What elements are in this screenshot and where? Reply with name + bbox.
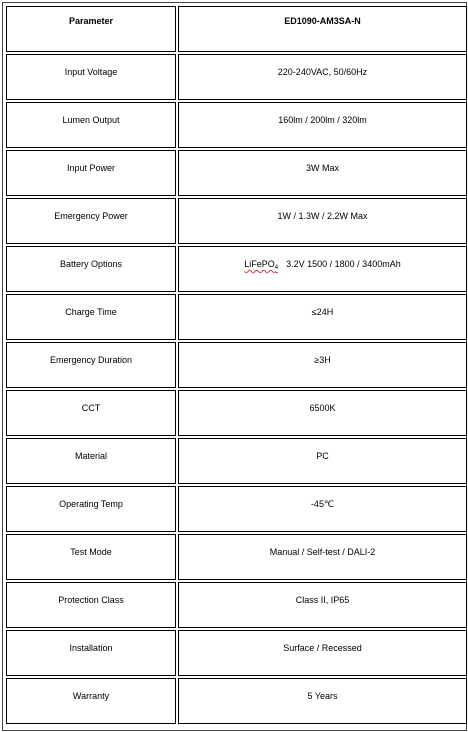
row-parameter: Emergency Power: [6, 198, 176, 244]
row-parameter: CCT: [6, 390, 176, 436]
table-row: [6, 102, 467, 148]
row-value: 5 Years: [178, 678, 467, 724]
table-header-row: [6, 6, 467, 52]
table-row: [6, 390, 467, 436]
row-value: Manual / Self-test / DALI-2: [178, 534, 467, 580]
row-value: Class II, IP65: [178, 582, 467, 628]
header-model: ED1090-AM3SA-N: [178, 6, 467, 52]
spec-sheet: [2, 2, 467, 731]
header-parameter: Parameter: [6, 6, 176, 52]
table-row: [6, 342, 467, 388]
table-row: [6, 582, 467, 628]
row-value-battery: [178, 246, 467, 292]
table-row: [6, 534, 467, 580]
row-value: 3W Max: [178, 150, 467, 196]
table-row: [6, 246, 467, 292]
row-parameter: Input Power: [6, 150, 176, 196]
row-parameter: Material: [6, 438, 176, 484]
row-parameter: Battery Options: [6, 246, 176, 292]
table-row: [6, 150, 467, 196]
row-parameter: Operating Temp: [6, 486, 176, 532]
row-parameter: Installation: [6, 630, 176, 676]
row-value: ≥3H: [178, 342, 467, 388]
row-value: 6500K: [178, 390, 467, 436]
table-row: [6, 438, 467, 484]
table-row: [6, 198, 467, 244]
row-value: Surface / Recessed: [178, 630, 467, 676]
row-parameter: Test Mode: [6, 534, 176, 580]
row-value: 160lm / 200lm / 320lm: [178, 102, 467, 148]
row-value: -45℃: [178, 486, 467, 532]
battery-chemistry: [244, 259, 278, 269]
row-parameter: Lumen Output: [6, 102, 176, 148]
spec-table: [4, 4, 468, 726]
battery-chemistry-subscript: 4: [274, 265, 279, 271]
row-parameter: Emergency Duration: [6, 342, 176, 388]
battery-spec: 3.2V 1500 / 1800 / 3400mAh: [286, 259, 401, 269]
table-row: [6, 678, 467, 724]
row-value: 1W / 1.3W / 2.2W Max: [178, 198, 467, 244]
row-parameter: Protection Class: [6, 582, 176, 628]
row-value: ≤24H: [178, 294, 467, 340]
row-value: 220-240VAC, 50/60Hz: [178, 54, 467, 100]
row-parameter: Input Voltage: [6, 54, 176, 100]
row-value: PC: [178, 438, 467, 484]
table-row: [6, 54, 467, 100]
table-row: [6, 630, 467, 676]
row-parameter: Charge Time: [6, 294, 176, 340]
battery-chemistry-base: LiFePO: [244, 259, 275, 269]
table-row: [6, 486, 467, 532]
row-parameter: Warranty: [6, 678, 176, 724]
table-row: [6, 294, 467, 340]
